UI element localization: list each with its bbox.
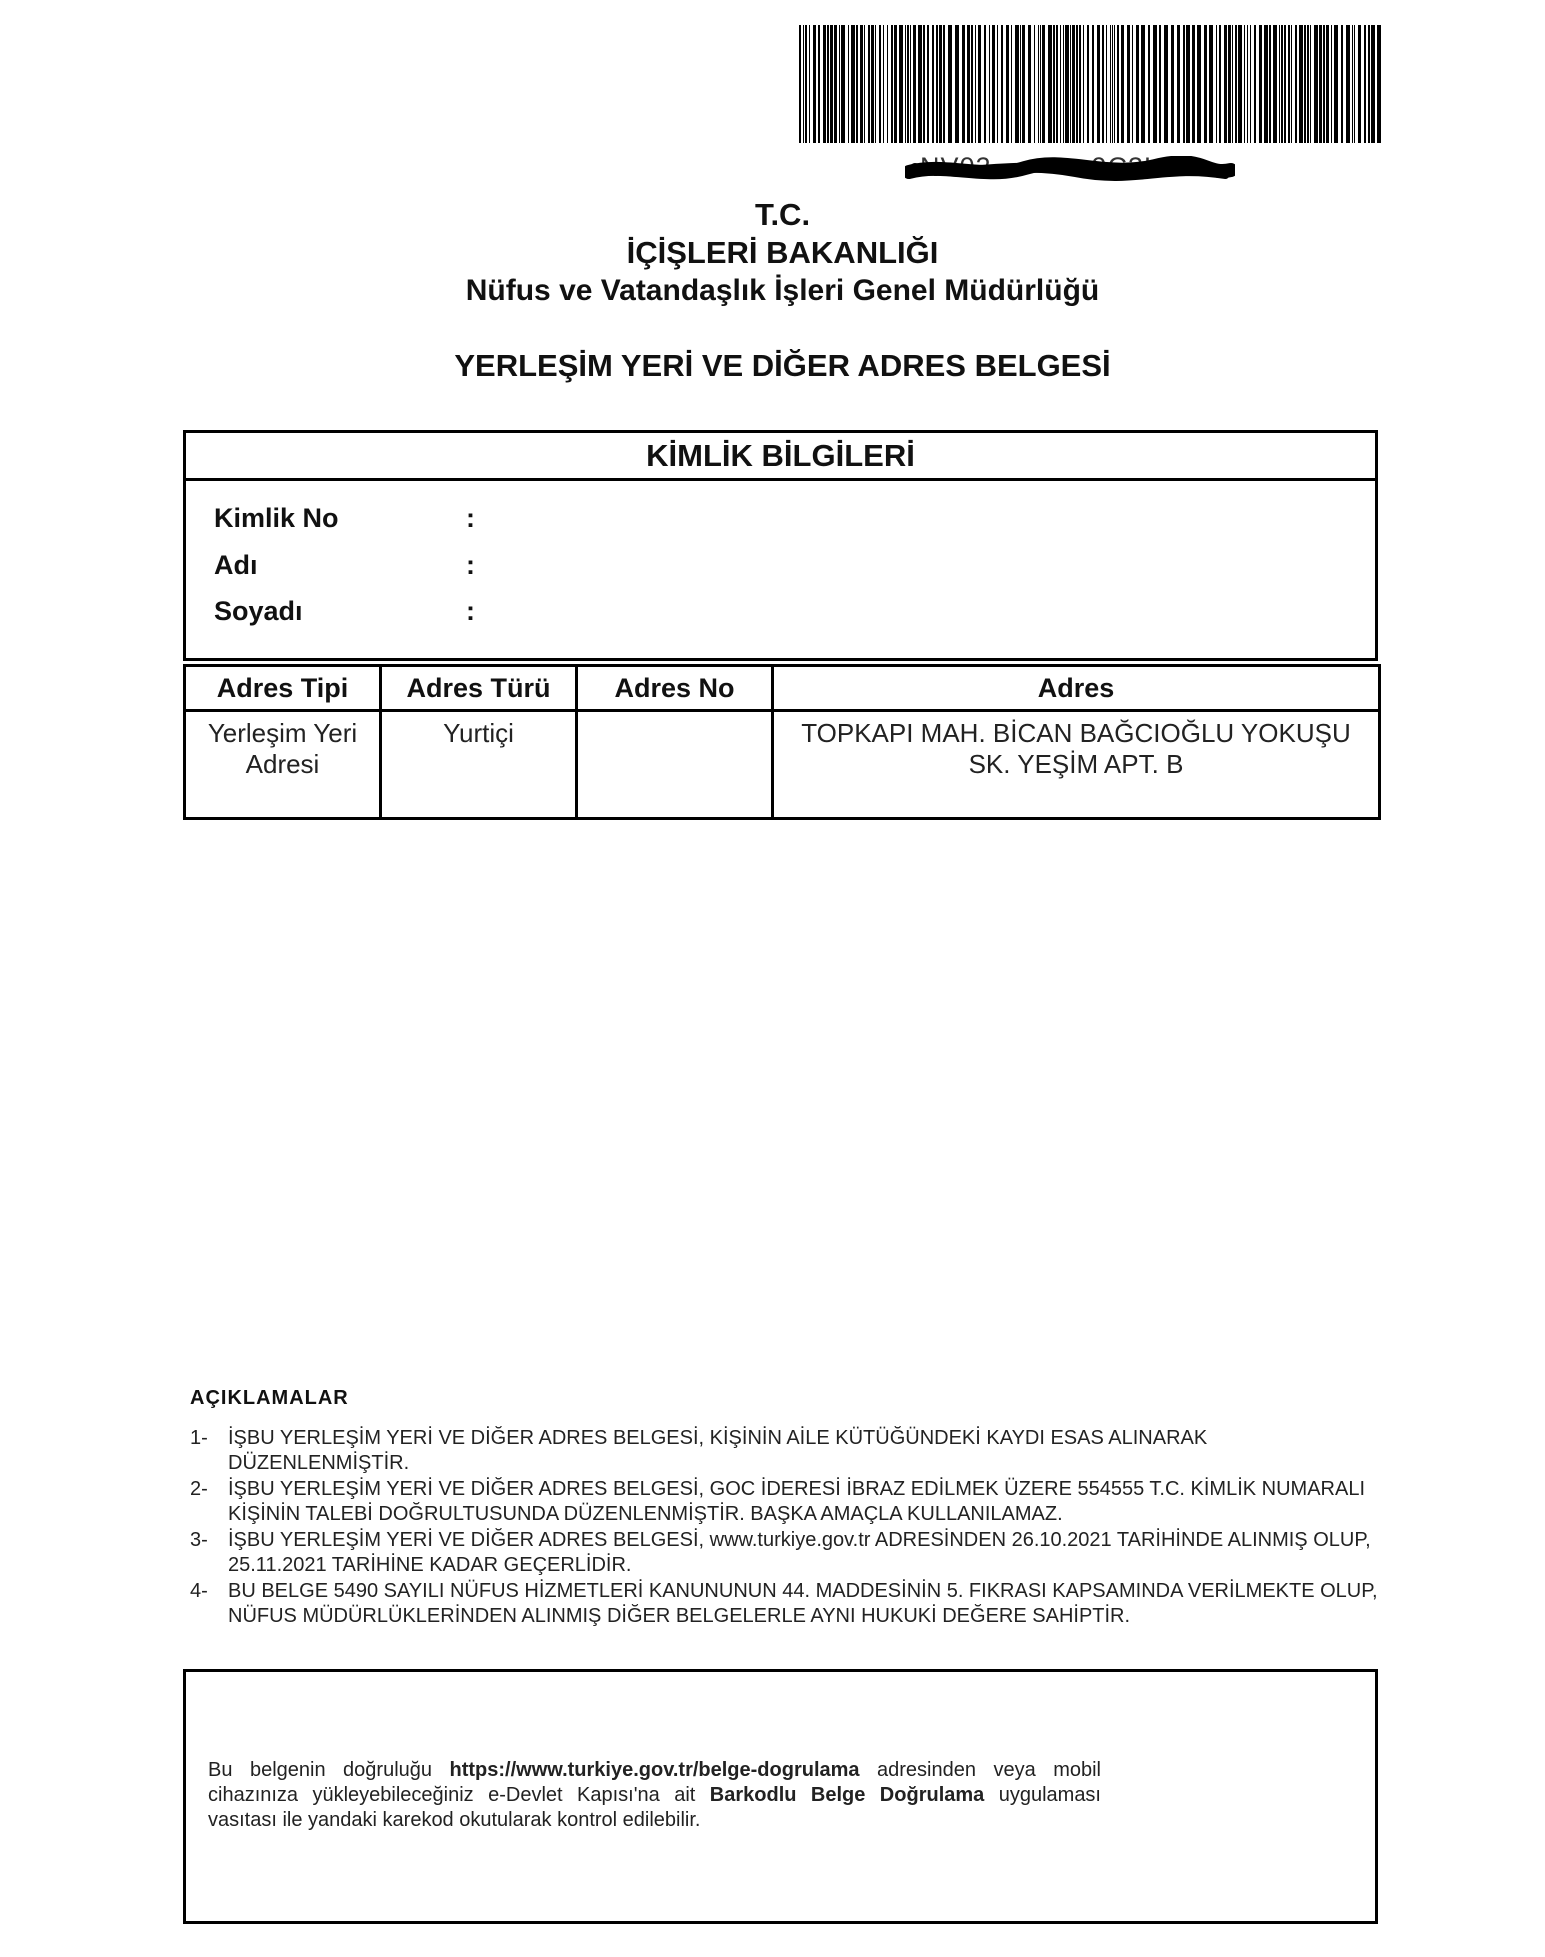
document-title: YERLEŞİM YERİ VE DİĞER ADRES BELGESİ [454,348,1111,383]
header-republic: T.C. [754,197,811,232]
address-table [183,664,1381,820]
col-header-address-kind: Adres Türü [381,666,577,711]
first-name-label: Adı [214,550,258,580]
id-number-separator: : [466,503,475,533]
redaction-scribble [905,156,1235,184]
explanation-number: 4- [190,1580,208,1602]
verification-text [208,1758,1101,1833]
address-value: TOPKAPI MAH. BİCAN BAĞCIOĞLU YOKUŞU SK. YEŞİM APT. B [801,718,1351,779]
explanation-text: İŞBU YERLEŞİM YERİ VE DİĞER ADRES BELGESİ, GOC İDERESİ İBRAZ EDİLMEK ÜZERE 554555 T.C. KİMLİK NUMARALI KİŞİNİN TALEBİ DOĞRULTUSUNDA DÜZENLENMİŞTİR. BAŞKA AMAÇLA KULLANILAMAZ. [228,1478,1366,1525]
cell-address-kind: Yurtiçi [381,711,577,819]
cell-address-number [577,711,773,819]
verification-url[interactable]: https://www.turkiye.gov.tr/belge-dogrulama [449,1759,860,1781]
explanation-text: BU BELGE 5490 SAYILI NÜFUS HİZMETLERİ KANUNUNUN 44. MADDESİNİN 5. FIKRASI KAPSAMINDA VERİLMEKTE OLUP, NÜFUS MÜDÜRLÜKLERİNDEN ALINMIŞ DİĞER BELGELERLE AYNI HUKUKİ DEĞERE SAHİPTİR. [228,1580,1378,1627]
explanation-text: İŞBU YERLEŞİM YERİ VE DİĞER ADRES BELGESİ, KİŞİNİN AİLE KÜTÜĞÜNDEKİ KAYDI ESAS ALINARAK DÜZENLENMİŞTİR. [228,1427,1208,1474]
col-header-address: Adres [773,666,1380,711]
barcode [797,25,1387,143]
verification-app-name: Barkodlu Belge Doğrulama [709,1784,985,1806]
verification-text-part3: uygulaması vasıtası ile yandaki karekod okutularak kontrol edilebilir. [208,1784,1101,1831]
cell-address-type [185,711,381,819]
col-header-address-type: Adres Tipi [185,666,381,711]
identity-section [183,430,1378,661]
table-header-row [185,666,1380,711]
col-header-address-number: Adres No [577,666,773,711]
table-row [185,711,1380,819]
cell-address [773,711,1380,819]
document-code: NV02··········9C3L7 [920,152,1177,182]
verification-box [183,1669,1378,1924]
explanations-title: AÇIKLAMALAR [190,1387,349,1409]
explanation-number: 2- [190,1478,208,1500]
address-type-value: Yerleşim Yeri Adresi [207,718,358,779]
header-ministry: İÇİŞLERİ BAKANLIĞI [626,235,939,270]
verification-text-part1: Bu belgenin doğruluğu [208,1759,450,1781]
verification-text-part2: adresinden veya mobil cihazınıza yükleyebileceğiniz e-Devlet Kapısı'na ait [208,1759,1101,1806]
identity-section-title: KİMLİK BİLGİLERİ [186,433,1375,481]
explanation-number: 3- [190,1529,208,1551]
explanation-number: 1- [190,1427,208,1449]
explanation-text: İŞBU YERLEŞİM YERİ VE DİĞER ADRES BELGESİ, www.turkiye.gov.tr ADRESİNDEN 26.10.2021 TARİHİNDE ALINMIŞ OLUP, 25.11.2021 TARİHİNE KADAR GEÇERLİDİR. [228,1529,1371,1576]
id-number-label: Kimlik No [214,503,339,533]
surname-label: Soyadı [214,596,303,626]
header-department: Nüfus ve Vatandaşlık İşleri Genel Müdürlüğü [465,274,1100,307]
first-name-separator: : [466,550,475,580]
surname-separator: : [466,596,475,626]
